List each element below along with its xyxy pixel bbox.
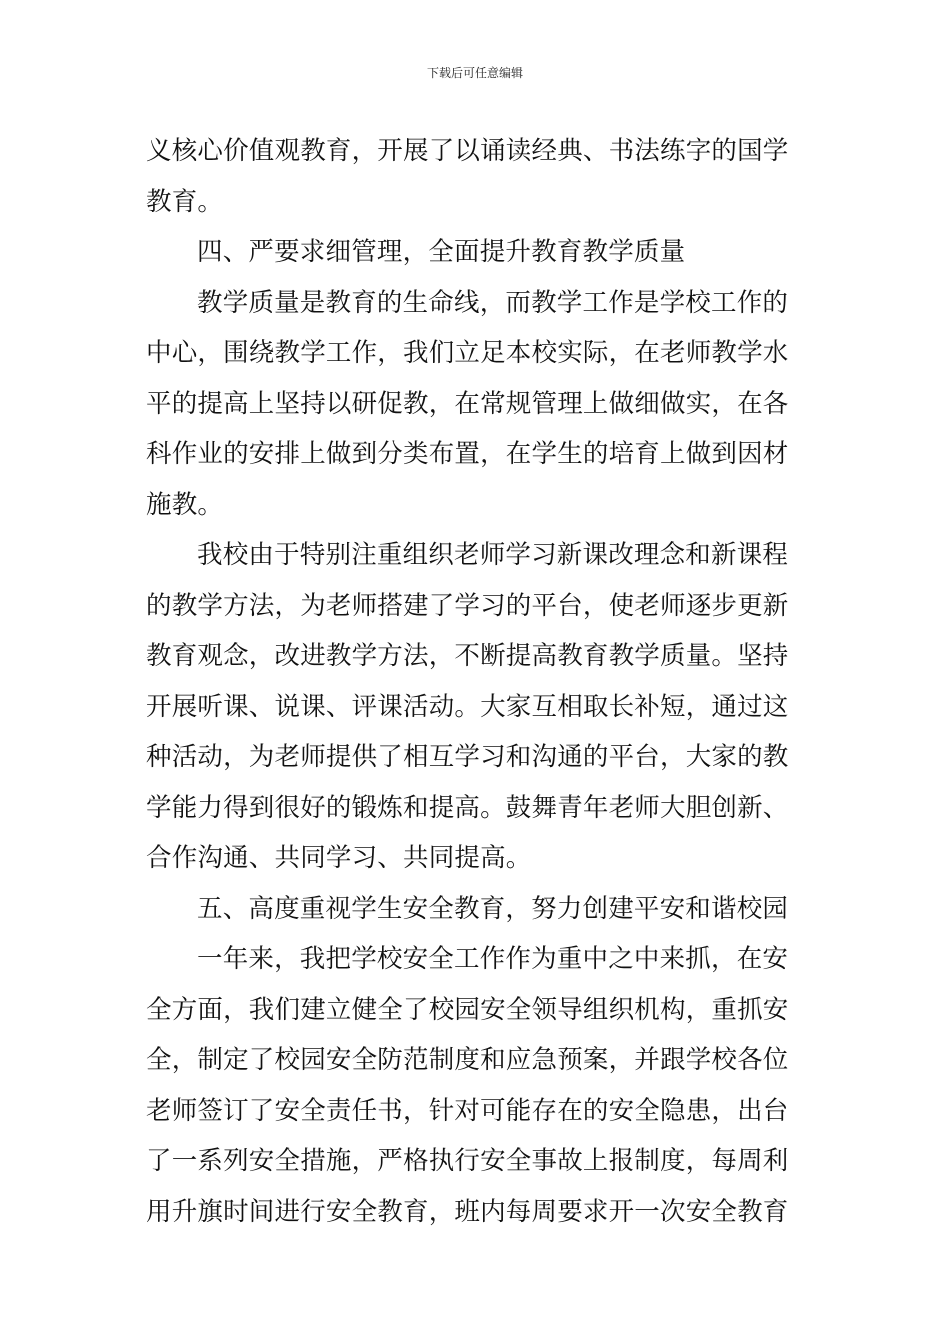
text-line: 用升旗时间进行安全教育，班内每周要求开一次安全教育 (146, 1196, 789, 1227)
text-line: 的教学方法，为老师搭建了学习的平台，使老师逐步更新 (146, 590, 789, 621)
text-line: 中心，围绕教学工作，我们立足本校实际，在老师教学水 (146, 338, 789, 368)
text-line: 开展听课、说课、评课活动。大家互相取长补短，通过这 (146, 691, 789, 722)
page-header: 下载后可任意编辑 (426, 66, 523, 80)
text-line: 施教。 (146, 489, 224, 520)
text-line: 平的提高上坚持以研促教，在常规管理上做细做实，在各 (146, 388, 789, 419)
text-line: 科作业的安排上做到分类布置，在学生的培育上做到因材 (146, 439, 789, 469)
text-line: 老师签订了安全责任书，针对可能存在的安全隐患，出台 (146, 1095, 789, 1126)
text-line: 合作沟通、共同学习、共同提高。 (146, 843, 532, 873)
text-line: 了一系列安全措施，严格执行安全事故上报制度，每周利 (146, 1146, 789, 1176)
text-line: 教育。 (146, 186, 224, 217)
text-line: 义核心价值观教育，开展了以诵读经典、书法练字的国学 (146, 136, 789, 166)
text-line: 全，制定了校园安全防范制度和应急预案，并跟学校各位 (146, 1045, 789, 1075)
text-line: 全方面，我们建立健全了校园安全领导组织机构，重抓安 (146, 994, 789, 1025)
text-line: 种活动，为老师提供了相互学习和沟通的平台，大家的教 (146, 742, 789, 772)
text-line: 我校由于特别注重组织老师学习新课改理念和新课程 (197, 540, 789, 570)
text-line: 四、严要求细管理，全面提升教育教学质量 (197, 237, 686, 267)
document-body (146, 126, 810, 1237)
text-line: 教学质量是教育的生命线，而教学工作是学校工作的 (197, 287, 789, 318)
text-line: 教育观念，改进教学方法，不断提高教育教学质量。坚持 (146, 641, 789, 671)
text-line: 学能力得到很好的锻炼和提高。鼓舞青年老师大胆创新、 (146, 792, 789, 823)
text-line: 一年来，我把学校安全工作作为重中之中来抓，在安 (197, 944, 789, 974)
text-line: 五、高度重视学生安全教育，努力创建平安和谐校园 (197, 893, 789, 924)
